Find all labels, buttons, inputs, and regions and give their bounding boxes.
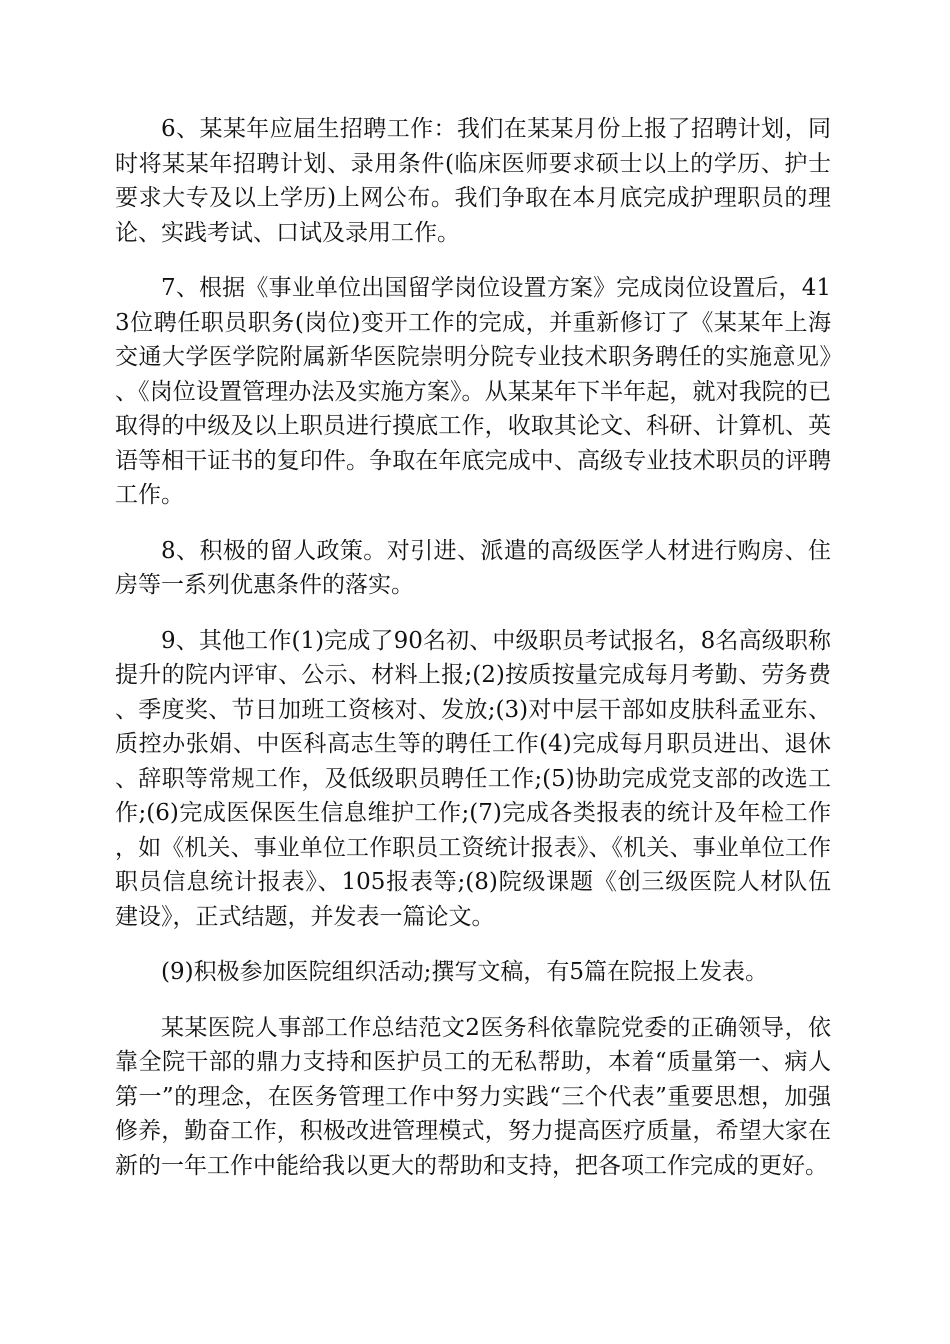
paragraph-summary-2: 某某医院人事部工作总结范文2医务科依靠院党委的正确领导，依靠全院干部的鼎力支持和医护员工的无私帮助，本着“质量第一、病人第一”的理念，在医务管理工作中努力实践“三个代表”重要思想，加强修养，勤奋工作，积极改进管理模式，努力提高医疗质量，希望大家在新的一年工作中能给我以更大的帮助和支持，把各项工作完成的更好。 (115, 1014, 831, 1179)
paragraph-item-7: 7、根据《事业单位出国留学岗位设置方案》完成岗位设置后，413位聘任职员职务(岗位)变开工作的完成，并重新修订了《某某年上海交通大学医学院附属新华医院崇明分院专业技术职务聘任的实施意见》、《岗位设置管理办法及实施方案》。从某某年下半年起，就对我院的已取得的中级及以上职员进行摸底工作，收取其论文、科研、计算机、英语等相干证书的复印件。争取在年底完成中、高级专业技术职员的评聘工作。 (115, 275, 831, 508)
paragraph-item-9: 9、其他工作(1)完成了90名初、中级职员考试报名，8名高级职称提升的院内评审、公示、材料上报;(2)按质按量完成每月考勤、劳务费、季度奖、节日加班工资核对、发放;(3)对中层干部如皮肤科孟亚东、质控办张娟、中医科高志生等的聘任工作(4)完成每月职员进出、退休、辞职等常规工作，及低级职员聘任工作;(5)协助完成党支部的改选工作;(6)完成医保医生信息维护工作;(7)完成各类报表的统计及年检工作，如《机关、事业单位工作职员工资统计报表》、《机关、事业单位工作职员信息统计报表》、105报表等;(8)院级课题《创三级医院人材队伍建设》，正式结题，并发表一篇论文。 (115, 627, 831, 930)
document-page (115, 112, 831, 1204)
paragraph-item-9-sub: (9)积极参加医院组织活动;撰写文稿，有5篇在院报上发表。 (161, 959, 768, 985)
paragraph-item-6: 6、某某年应届生招聘工作：我们在某某月份上报了招聘计划，同时将某某年招聘计划、录用条件(临床医师要求硕士以上的学历、护士要求大专及以上学历)上网公布。我们争取在本月底完成护理职员的理论、实践考试、口试及录用工作。 (115, 116, 831, 246)
paragraph-item-8: 8、积极的留人政策。对引进、派遣的高级医学人材进行购房、住房等一系列优惠条件的落实。 (115, 537, 831, 598)
